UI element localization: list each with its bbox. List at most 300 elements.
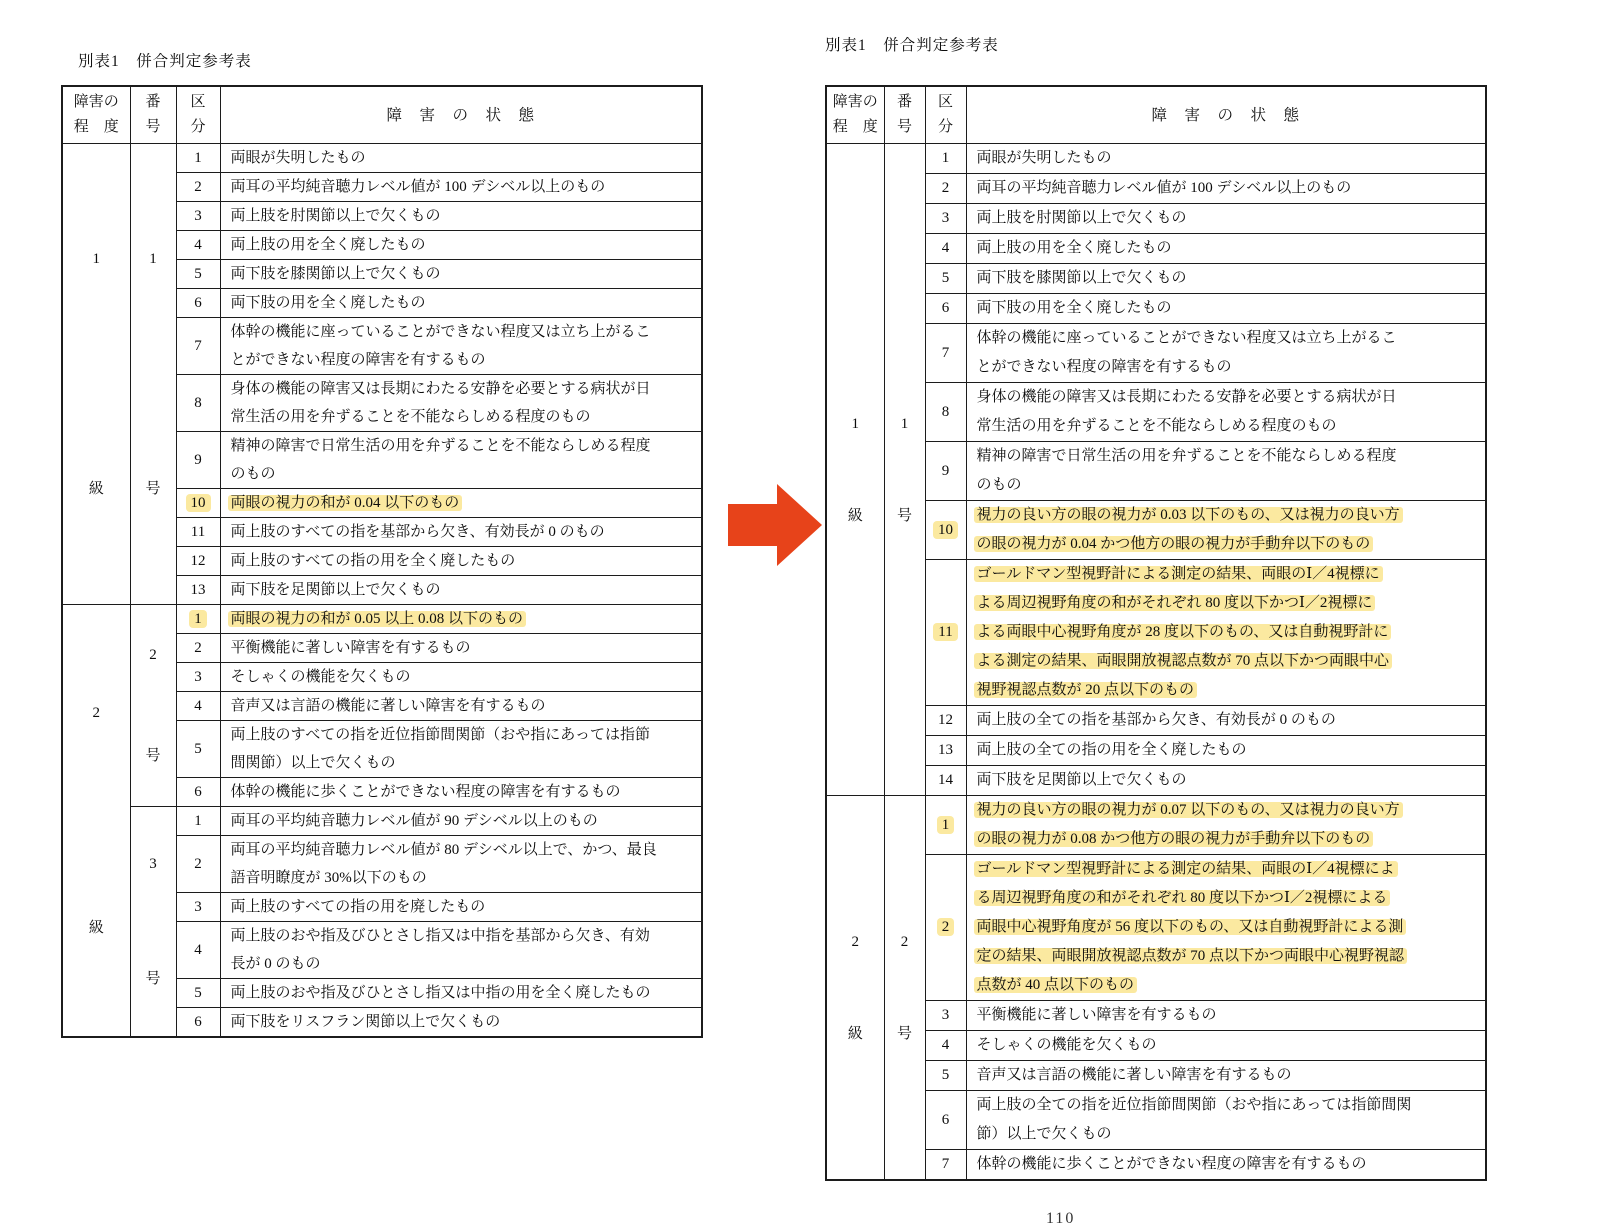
header-state: 障 害 の 状 態 [966,86,1486,144]
kubun-cell [176,721,220,778]
state-text: 両眼が失明したもの [230,150,366,166]
kubun-number: 7 [941,344,950,361]
state-text: そしゃくの機能を欠くもの [230,669,411,685]
state-cell [220,489,702,518]
kubun-cell [176,289,220,318]
state-line [231,1008,692,1036]
number-cell [884,144,925,796]
merged-cell-char: 級 [847,507,863,524]
header-degree [62,86,130,144]
state-cell [220,836,702,893]
header-number-line2: 号 [896,119,912,135]
header-state: 障 害 の 状 態 [220,86,702,144]
state-cell [966,204,1486,234]
state-text: 精神の障害で日常生活の用を弁ずることを不能ならしめる程度 [230,438,651,454]
state-line [977,884,1476,913]
merged-cell-label [63,605,130,1036]
state-text: 身体の機能の障害又は長期にわたる安静を必要とする病状が日 [230,381,651,397]
state-line [231,634,692,662]
state-cell [220,144,702,173]
state-cell [966,1001,1486,1031]
table-row [826,1001,1486,1031]
number-cell [130,605,176,807]
kubun-cell [925,1061,966,1091]
state-line [977,560,1476,589]
merged-cell-char: 号 [896,1025,912,1042]
merged-cell-char: 2 [851,933,859,950]
header-number [130,86,176,144]
state-line [231,663,692,691]
kubun-number: 6 [194,295,202,311]
state-line [977,501,1476,530]
kubun-cell [176,489,220,518]
header-kubun-line1: 区 [937,94,953,110]
merged-cell-label [131,144,176,604]
state-line [977,1120,1476,1149]
state-text: 両下肢を足関節以上で欠くもの [976,772,1187,788]
state-text: とができない程度の障害を有するもの [230,352,486,368]
number-cell [884,796,925,1181]
state-cell [966,1061,1486,1091]
merged-cell-char: 級 [847,1025,863,1042]
kubun-cell [925,736,966,766]
degree-cell [62,605,130,1038]
state-cell [220,375,702,432]
kubun-number: 6 [941,1111,950,1128]
kubun-cell [925,1150,966,1181]
header-degree-line2: 程 度 [73,119,119,135]
kubun-cell [925,855,966,1001]
state-text: 両上肢を肘関節以上で欠くもの [976,210,1187,226]
state-line [231,518,692,546]
state-cell [966,736,1486,766]
kubun-number: 2 [194,179,202,195]
state-line [231,346,692,374]
kubun-cell [176,547,220,576]
header-number-line2: 号 [145,119,161,135]
kubun-number: 9 [194,452,202,468]
state-line [977,1031,1476,1060]
state-cell [966,1150,1486,1181]
state-line [231,231,692,259]
state-cell [220,231,702,260]
state-cell [220,173,702,202]
arrow-shape [728,484,822,566]
kubun-cell [925,796,966,855]
state-cell [220,893,702,922]
state-line [977,942,1476,971]
table-row [826,1031,1486,1061]
state-line [977,766,1476,795]
kubun-number: 4 [194,942,202,958]
reference-table-before [61,85,703,1038]
state-text: 語音明瞭度が 30%以下のもの [230,870,427,886]
kubun-number: 4 [941,1037,950,1053]
number-cell [130,144,176,605]
state-text: 節）以上で欠くもの [976,1126,1112,1142]
state-cell [966,1091,1486,1150]
state-cell [966,442,1486,501]
merged-cell-label [885,796,925,1179]
state-text: ゴールドマン型視野計による測定の結果、両眼のⅠ／4視標に [974,566,1383,582]
state-line [977,736,1476,765]
header-kubun-line2: 分 [937,119,953,135]
state-text: 点数が 40 点以下のもの [974,977,1138,993]
state-line [977,676,1476,705]
merged-cell-char: 号 [145,481,161,497]
merged-cell-label [63,144,130,604]
state-line [231,375,692,403]
kubun-cell [925,174,966,204]
header-kubun-line1: 区 [190,94,206,110]
kubun-cell [176,605,220,634]
state-text: 長が 0 のもの [230,956,321,972]
state-text: そしゃくの機能を欠くもの [976,1037,1157,1053]
state-line [231,836,692,864]
kubun-number: 4 [941,240,950,256]
kubun-cell [925,501,966,560]
state-line [231,721,692,749]
kubun-cell [176,173,220,202]
state-line [977,412,1476,441]
table-row [62,605,702,634]
merged-cell-char: 1 [149,251,157,267]
state-line [977,1091,1476,1120]
kubun-number: 6 [194,1014,202,1030]
state-line [231,547,692,575]
kubun-number: 1 [194,813,202,829]
kubun-number: 5 [194,985,202,1001]
state-cell [966,766,1486,796]
state-text: 両眼の視力の和が 0.05 以上 0.08 以下のもの [228,611,527,627]
table-row [826,706,1486,736]
state-text: 常生活の用を弁ずることを不能ならしめる程度のもの [976,418,1337,434]
state-line [977,442,1476,471]
state-text: 両上肢のすべての指の用を廃したもの [230,899,486,915]
state-cell [966,501,1486,560]
state-line [977,144,1476,173]
state-text: 両上肢のすべての指を基部から欠き、有効長が 0 のもの [230,524,605,540]
state-cell [220,202,702,231]
state-text: 両下肢をリスフラン関節以上で欠くもの [230,1014,501,1030]
state-line [977,471,1476,500]
state-line [977,913,1476,942]
table-row [826,1061,1486,1091]
state-text: 身体の機能の障害又は長期にわたる安静を必要とする病状が日 [976,389,1397,405]
kubun-cell [925,1001,966,1031]
kubun-cell [925,706,966,736]
state-line [977,1001,1476,1030]
header-number-line1: 番 [145,94,161,110]
state-text: 体幹の機能に座っていることができない程度又は立ち上がるこ [230,324,651,340]
table-row [62,144,702,173]
state-text: 両上肢のすべての指の用を全く廃したもの [230,553,516,569]
state-line [977,294,1476,323]
state-line [977,618,1476,647]
kubun-cell [925,264,966,294]
kubun-cell [176,518,220,547]
table-row [826,174,1486,204]
state-text: よる測定の結果、両眼開放視認点数が 70 点以下かつ両眼中心 [974,653,1393,669]
state-cell [220,634,702,663]
kubun-cell [925,383,966,442]
kubun-cell [176,576,220,605]
kubun-cell [925,294,966,324]
merged-cell-char: 1 [851,415,859,432]
state-line [977,324,1476,353]
table-row [826,383,1486,442]
kubun-cell [176,202,220,231]
state-cell [220,721,702,778]
state-cell [220,289,702,318]
header-degree-line1: 障害の [832,94,878,110]
state-cell [220,576,702,605]
kubun-number: 2 [941,180,950,196]
state-text: とができない程度の障害を有するもの [976,359,1232,375]
state-cell [220,692,702,721]
state-text: 両下肢を足関節以上で欠くもの [230,582,441,598]
kubun-number: 7 [941,1156,950,1172]
table-row [826,234,1486,264]
kubun-number: 11 [190,524,206,540]
state-cell [220,605,702,634]
state-cell [966,383,1486,442]
reference-table-after [825,85,1487,1181]
merged-cell-char: 2 [900,933,909,950]
state-line [231,864,692,892]
kubun-cell [925,144,966,174]
state-text: 定の結果、両眼開放視認点数が 70 点以下かつ両眼中心視野視認 [974,948,1408,964]
state-line [231,173,692,201]
state-line [977,796,1476,825]
state-text: 両眼中心視野角度が 56 度以下のもの、又は自動視野計による測 [974,919,1407,935]
header-degree-line1: 障害の [73,94,119,110]
kubun-number: 7 [194,338,202,354]
state-line [977,589,1476,618]
table-header [826,86,1486,144]
table-row [826,501,1486,560]
header-kubun [925,86,966,144]
state-line [977,383,1476,412]
table-row [826,144,1486,174]
header-row [826,86,1486,144]
state-line [977,1150,1476,1179]
state-cell [966,855,1486,1001]
state-cell [220,518,702,547]
kubun-number: 2 [194,856,202,872]
kubun-number: 1 [937,816,955,834]
kubun-cell [176,231,220,260]
state-text: のもの [230,466,276,482]
state-cell [220,260,702,289]
kubun-cell [176,634,220,663]
state-text: よる周辺視野角度の和がそれぞれ 80 度以下かつⅠ／2視標に [974,595,1376,611]
state-cell [966,294,1486,324]
kubun-number: 8 [194,395,202,411]
header-degree-line2: 程 度 [832,119,878,135]
merged-cell-label [131,605,176,806]
state-line [231,318,692,346]
state-line [977,647,1476,676]
merged-cell-label [131,807,176,1036]
merged-cell-char: 2 [92,704,100,721]
merged-cell-char: 1 [900,415,909,432]
merged-cell-char: 級 [88,920,104,937]
kubun-number: 3 [194,899,202,915]
state-line [231,202,692,230]
kubun-cell [925,1091,966,1150]
merged-cell-char: 号 [145,970,161,987]
state-text: 間関節）以上で欠くもの [230,755,396,771]
kubun-number: 3 [194,669,202,685]
state-cell [220,318,702,375]
kubun-number: 2 [194,640,202,656]
state-line [231,403,692,431]
kubun-cell [925,1031,966,1061]
page-number: 110 [1046,1210,1076,1227]
kubun-number: 9 [941,462,950,479]
state-line [231,749,692,777]
header-number-line1: 番 [896,94,912,110]
table-row [826,766,1486,796]
state-text: 音声又は言語の機能に著しい障害を有するもの [976,1067,1292,1083]
kubun-cell [176,893,220,922]
table-row [826,855,1486,1001]
kubun-cell [176,318,220,375]
kubun-number: 10 [186,494,211,512]
table-row [826,560,1486,706]
kubun-cell [925,234,966,264]
state-line [231,289,692,317]
state-line [231,893,692,921]
state-text: のもの [976,477,1022,493]
state-line [977,530,1476,559]
state-text: 両下肢を膝関節以上で欠くもの [976,270,1187,286]
kubun-number: 14 [938,772,953,788]
state-text: 両耳の平均純音聴力レベル値が 100 デシベル以上のもの [230,179,606,195]
table-row [62,807,702,836]
state-text: 両下肢の用を全く廃したもの [976,300,1172,316]
kubun-cell [925,204,966,234]
table-row [826,1150,1486,1181]
state-cell [220,979,702,1008]
degree-cell [62,144,130,605]
state-line [977,1061,1476,1090]
kubun-cell [176,807,220,836]
state-line [977,825,1476,854]
kubun-number: 6 [194,784,202,800]
state-text: 両下肢の用を全く廃したもの [230,295,426,311]
state-text: 精神の障害で日常生活の用を弁ずることを不能ならしめる程度 [976,448,1397,464]
kubun-number: 3 [941,1007,950,1023]
header-kubun [176,86,220,144]
kubun-number: 3 [194,208,202,224]
state-text: 平衡機能に著しい障害を有するもの [230,640,471,656]
kubun-cell [176,836,220,893]
kubun-cell [176,144,220,173]
state-text: 両眼が失明したもの [976,150,1112,166]
state-line [231,807,692,835]
state-text: 両上肢を肘関節以上で欠くもの [230,208,441,224]
merged-cell-char: 号 [896,507,912,524]
state-line [977,855,1476,884]
state-line [977,204,1476,233]
kubun-cell [925,560,966,706]
kubun-number: 1 [189,610,207,628]
merged-cell-char: 級 [88,481,104,497]
state-text: 両下肢を膝関節以上で欠くもの [230,266,441,282]
kubun-cell [925,442,966,501]
state-cell [220,663,702,692]
header-kubun-line2: 分 [190,119,206,135]
table-row [826,1091,1486,1150]
merged-cell-label [827,144,884,795]
state-text: 両上肢のすべての指を近位指節間関節（おや指にあっては指節 [230,727,651,743]
state-cell [220,432,702,489]
table-row [826,264,1486,294]
table-row [826,324,1486,383]
state-line [231,605,692,633]
kubun-number: 3 [941,210,950,226]
kubun-cell [176,692,220,721]
kubun-cell [925,766,966,796]
kubun-cell [176,432,220,489]
table-row [826,796,1486,855]
state-cell [966,174,1486,204]
state-text: 平衡機能に著しい障害を有するもの [976,1007,1217,1023]
state-line [231,692,692,720]
kubun-number: 6 [941,300,950,316]
degree-cell [826,144,884,796]
kubun-number: 5 [194,266,202,282]
state-line [231,950,692,978]
kubun-number: 5 [941,1067,950,1083]
state-text: よる両眼中心視野角度が 28 度以下のもの、又は自動視野計に [974,624,1392,640]
state-cell [966,234,1486,264]
kubun-cell [176,663,220,692]
state-line [977,174,1476,203]
document-title-after: 別表1 併合判定参考表 [825,37,999,54]
state-text: 両上肢のおや指及びひとさし指又は中指を基部から欠き、有効 [230,928,650,944]
state-text: 両耳の平均純音聴力レベル値が 100 デシベル以上のもの [976,180,1352,196]
state-line [231,260,692,288]
table-row [826,442,1486,501]
state-line [977,234,1476,263]
state-line [231,979,692,1007]
state-cell [966,324,1486,383]
degree-cell [826,796,884,1181]
state-cell [966,706,1486,736]
kubun-number: 13 [190,582,206,598]
state-cell [966,1031,1486,1061]
kubun-cell [925,324,966,383]
kubun-number: 1 [194,150,202,166]
state-text: 両耳の平均純音聴力レベル値が 80 デシベル以上で、かつ、最良 [230,842,657,858]
state-cell [220,922,702,979]
kubun-number: 8 [941,403,950,420]
state-line [977,353,1476,382]
kubun-number: 10 [933,521,958,539]
merged-cell-char: 号 [145,747,161,764]
kubun-number: 13 [938,742,953,758]
state-text: ゴールドマン型視野計による測定の結果、両眼のⅠ／4視標によ [974,861,1398,877]
state-cell [220,778,702,807]
state-text: 両上肢の全ての指を近位指節間関節（おや指にあっては指節間関 [976,1097,1412,1113]
merged-cell-label [827,796,884,1179]
kubun-number: 5 [941,270,950,286]
kubun-cell [176,260,220,289]
kubun-number: 1 [941,150,950,166]
